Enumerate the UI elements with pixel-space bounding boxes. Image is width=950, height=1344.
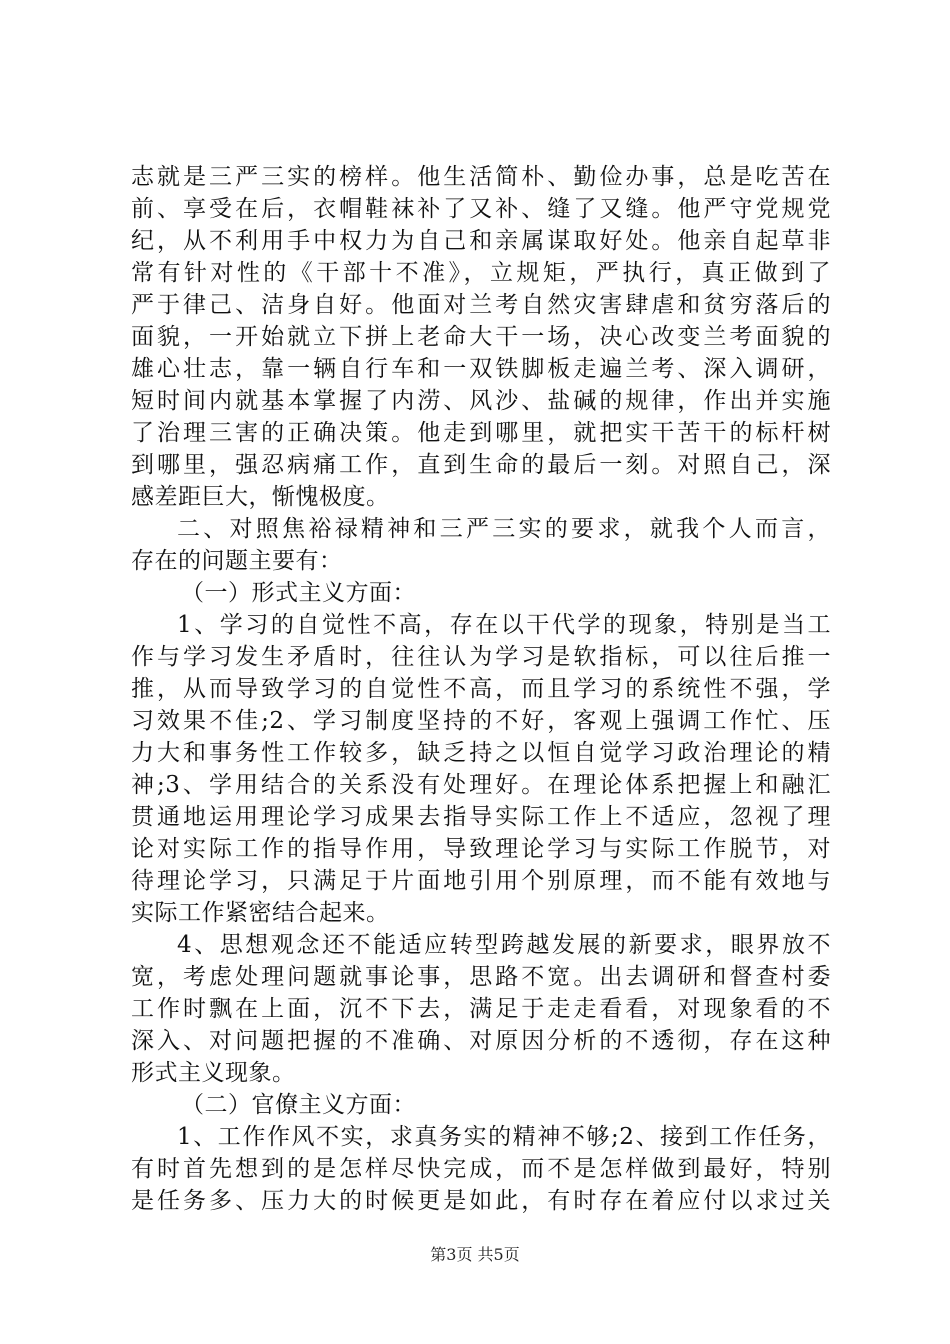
text-line: 雄心壮志，靠一辆自行车和一双铁脚板走遍兰考、深入调研，: [131, 356, 831, 382]
text-line: 论对实际工作的指导作用，导致理论学习与实际工作脱节，对: [131, 836, 831, 862]
text-line: 志就是三严三实的榜样。他生活简朴、勤俭办事，总是吃苦在: [131, 164, 831, 190]
text-line: 力大和事务性工作较多，缺乏持之以恒自觉学习政治理论的精: [131, 740, 831, 766]
text-line: 纪，从不利用手中权力为自己和亲属谋取好处。他亲自起草非: [131, 228, 831, 254]
text-line: 作与学习发生矛盾时，往往认为学习是软指标，可以往后推一: [131, 644, 831, 670]
text-line: 深入、对问题把握的不准确、对原因分析的不透彻，存在这种: [131, 1028, 831, 1054]
text-line: 感差距巨大，惭愧极度。: [131, 484, 390, 510]
text-line: 1、学习的自觉性不高，存在以干代学的现象，特别是当工: [177, 612, 831, 638]
text-line: 存在的问题主要有：: [131, 548, 343, 574]
text-line: 短时间内就基本掌握了内涝、风沙、盐碱的规律，作出并实施: [131, 388, 831, 414]
section-heading: 二、对照焦裕禄精神和三严三实的要求，就我个人而言，: [177, 516, 831, 542]
text-line: 宽，考虑处理问题就事论事，思路不宽。出去调研和督查村委: [131, 964, 831, 990]
text-line: 严于律己、洁身自好。他面对兰考自然灾害肆虐和贫穷落后的: [131, 292, 831, 318]
text-line: 了治理三害的正确决策。他走到哪里，就把实干苦干的标杆树: [131, 420, 831, 446]
text-line: 神;3、学用结合的关系没有处理好。在理论体系把握上和融汇: [131, 772, 831, 798]
text-line: 常有针对性的《干部十不准》，立规矩，严执行，真正做到了: [131, 260, 831, 286]
text-line: 到哪里，强忍病痛工作，直到生命的最后一刻。对照自己，深: [131, 452, 831, 478]
text-line: 4、思想观念还不能适应转型跨越发展的新要求，眼界放不: [177, 932, 831, 958]
text-line: 有时首先想到的是怎样尽快完成，而不是怎样做到最好，特别: [131, 1156, 831, 1182]
text-line: 贯通地运用理论学习成果去指导实际工作上不适应，忽视了理: [131, 804, 831, 830]
text-line: 1、工作作风不实，求真务实的精神不够;2、接到工作任务，: [177, 1124, 831, 1150]
text-line: 待理论学习，只满足于片面地引用个别原理，而不能有效地与: [131, 868, 831, 894]
text-line: 形式主义现象。: [131, 1060, 296, 1086]
text-line: 习效果不佳;2、学习制度坚持的不好，客观上强调工作忙、压: [131, 708, 831, 734]
text-line: 是任务多、压力大的时候更是如此，有时存在着应付以求过关: [131, 1188, 831, 1214]
text-line: 前、享受在后，衣帽鞋袜补了又补、缝了又缝。他严守党规党: [131, 196, 831, 222]
subsection-heading: （二）官僚主义方面：: [181, 1092, 416, 1118]
page-footer: 第3页 共5页: [430, 1245, 520, 1264]
text-line: 推，从而导致学习的自觉性不高，而且学习的系统性不强，学: [131, 676, 831, 702]
document-body: [131, 161, 831, 1217]
text-line: 面貌，一开始就立下拼上老命大干一场，决心改变兰考面貌的: [131, 324, 831, 350]
text-line: 实际工作紧密结合起来。: [131, 900, 390, 926]
text-line: 工作时飘在上面，沉不下去，满足于走走看看，对现象看的不: [131, 996, 831, 1022]
subsection-heading: （一）形式主义方面：: [181, 580, 416, 606]
